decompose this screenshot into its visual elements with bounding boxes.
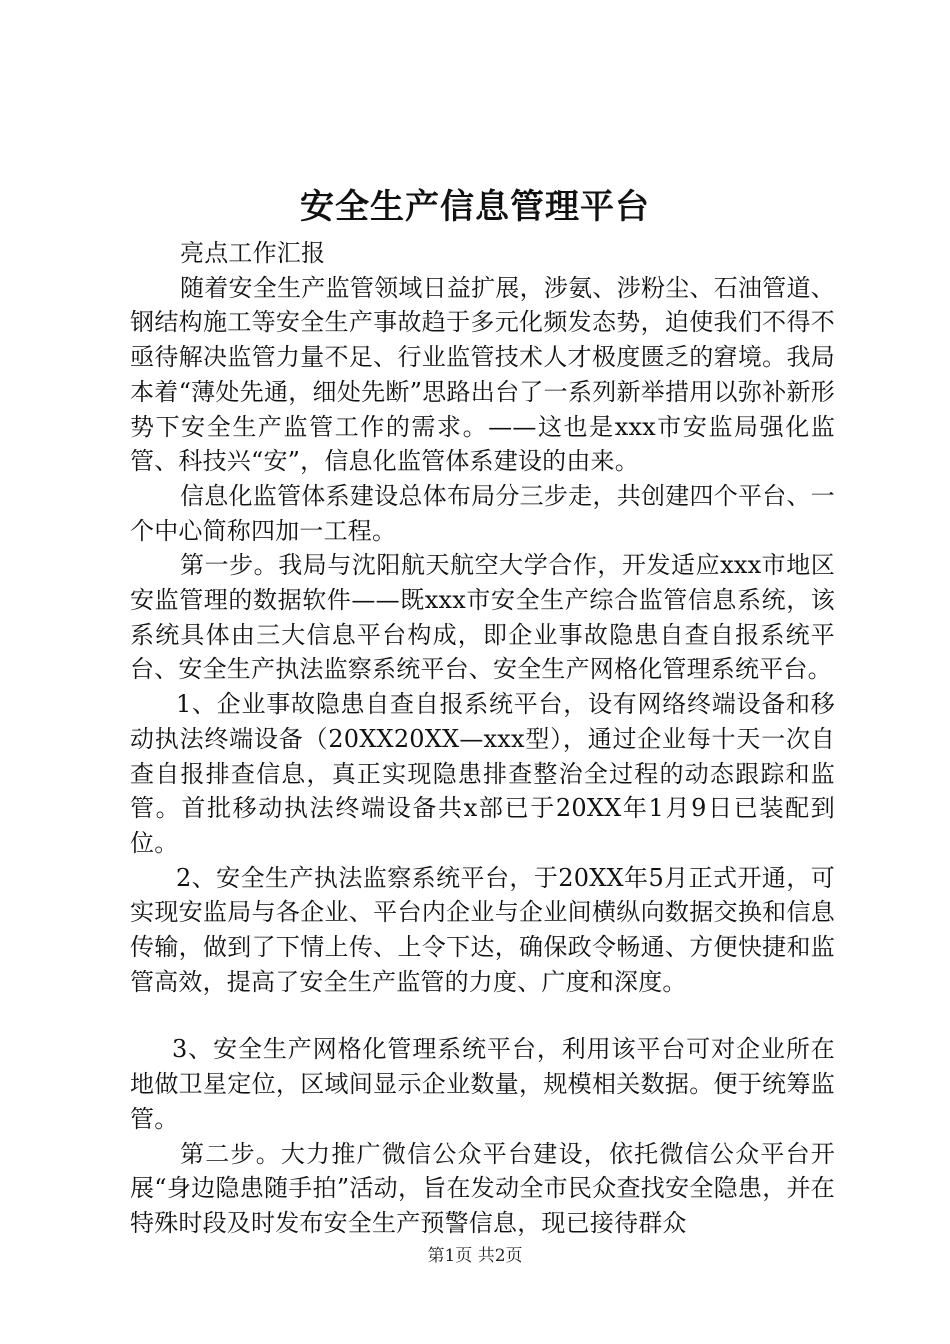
paragraph-item-2: 2、安全生产执法监察系统平台，于20XX年5月正式开通，可实现安监局与各企业、平台内企业与企业间横纵向数据交换和信息传输，做到了下情上传、上令下达，确保政令畅通、方便快捷和监管高效，提高了安全生产监管的力度、广度和深度。 [130,863,835,996]
document-title: 安全生产信息管理平台 [300,187,650,227]
paragraph-report-heading: 亮点工作汇报 [180,239,326,267]
paragraph-step-one: 第一步。我局与沈阳航天航空大学合作，开发适应xxx市地区安监管理的数据软件——既xxx市安全生产综合监管信息系统，该系统具体由三大信息平台构成，即企业事故隐患自查自报系统平台、安全生产执法监察系统平台、安全生产网格化管理系统平台。 [130,551,835,684]
paragraph-item-1: 1、企业事故隐患自查自报系统平台，设有网络终端设备和移动执法终端设备（20XX20XX—xxx型），通过企业每十天一次自查自报排查信息，真正实现隐患排查整治全过程的动态跟踪和监管。首批移动执法终端设备共x部已于20XX年1月9日已装配到位。 [130,690,835,857]
paragraph-background: 随着安全生产监管领域日益扩展，涉氨、涉粉尘、石油管道、钢结构施工等安全生产事故趋于多元化频发态势，迫使我们不得不亟待解决监管力量不足、行业监管技术人才极度匮乏的窘境。我局本着“薄处先通，细处先断”思路出台了一系列新举措用以弥补新形势下安全生产监管工作的需求。——这也是xxx市安监局强化监管、科技兴“安”，信息化监管体系建设的由来。 [130,273,835,476]
paragraph-step-two: 第二步。大力推广微信公众平台建设，依托微信公众平台开展“身边隐患随手拍”活动，旨在发动全市民众查找安全隐患，并在特殊时段及时发布安全生产预警信息，现已接待群众 [130,1139,835,1237]
document-body [130,236,835,1241]
page-number-footer: 第1页 共2页 [427,1246,523,1266]
paragraph-overall-layout: 信息化监管体系建设总体布局分三步走，共创建四个平台、一个中心简称四加一工程。 [130,481,835,545]
paragraph-item-3: 3、安全生产网格化管理系统平台，利用该平台可对企业所在地做卫星定位，区域间显示企业数量，规模相关数据。便于统筹监管。 [130,1035,835,1133]
